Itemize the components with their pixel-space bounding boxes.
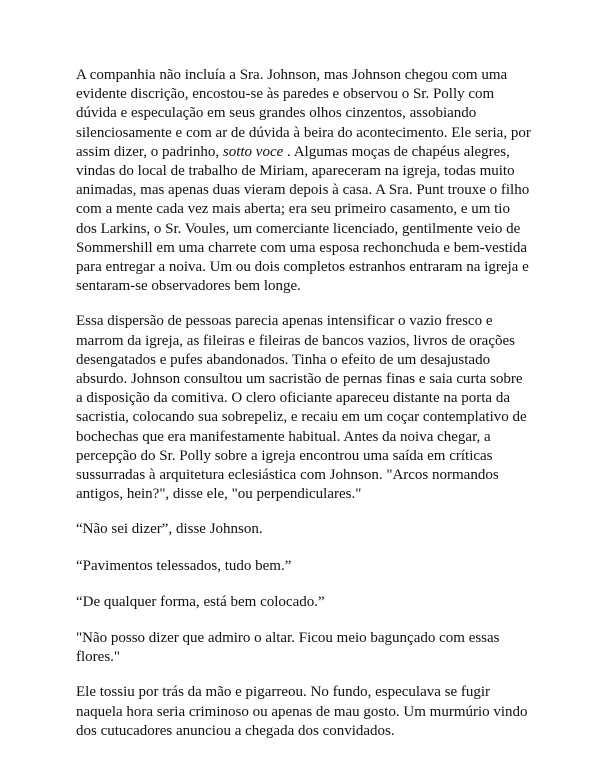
paragraph-2: Essa dispersão de pessoas parecia apenas intensificar o vazio fresco e marrom da igreja, as fileiras e fileiras de bancos vazios, livros de orações desengatados e pufes abandonados. Tinha o efeito de um desajustado absurdo. Johnson consultou um sacristão de pernas finas e saia curta sobre a disposição da comitiva. O clero oficiante apareceu distante na porta da sacristia, colocando sua sobrepeliz, e recaiu em um coçar contemplativo de bochechas que era manifestamente habitual. Antes da noiva chegar, a percepção do Sr. Polly sobre a igreja encontrou uma saída em críticas sussurradas à arquitetura eclesiástica com Johnson. "Arcos normandos antigos, hein?", disse ele, "ou perpendiculares." — [76, 313, 527, 503]
paragraph-5: “De qualquer forma, está bem colocado.” — [76, 593, 325, 610]
paragraph-6: "Não posso dizer que admiro o altar. Ficou meio bagunçado com essas flores." — [76, 630, 500, 666]
document-page — [76, 66, 532, 757]
paragraph-1-italic: sotto voce — [222, 143, 284, 160]
paragraph-4: “Pavimentos telessados, tudo bem.” — [76, 557, 292, 574]
paragraph-1-text-a: A companhia não incluía a Sra. Johnson, mas Johnson chegou com uma evidente discrição, encostou-se às paredes e observou o Sr. Polly com dúvida e especulação em seus grandes olhos cinzentos, assobiando silenciosamente e com ar de dúvida à beira do acontecimento. Ele seria, por assim dizer, o padrinho, — [76, 67, 531, 160]
paragraph-3: “Não sei dizer”, disse Johnson. — [76, 521, 263, 538]
paragraph-1-text-b: . Algumas moças de chapéus alegres, vindas do local de trabalho de Miriam, apareceram na igreja, todas muito animadas, mas apenas duas vieram depois à casa. A Sra. Punt trouxe o filho com a mente cada vez mais aberta; era seu primeiro casamento, e um tio dos Larkins, o Sr. Voules, um comerciante licenciado, gentilmente veio de Sommershill em uma charrete com uma esposa rechonchuda e bem-vestida para entregar a noiva. Um ou dois completos estranhos entraram na igreja e sentaram-se observadores bem longe. — [76, 143, 530, 295]
paragraph-7: Ele tossiu por trás da mão e pigarreou. No fundo, especulava se fugir naquela hora seria criminoso ou apenas de mau gosto. Um murmúrio vindo dos cutucadores anunciou a chegada dos convidados. — [76, 684, 528, 739]
paragraph-1 — [76, 66, 532, 296]
